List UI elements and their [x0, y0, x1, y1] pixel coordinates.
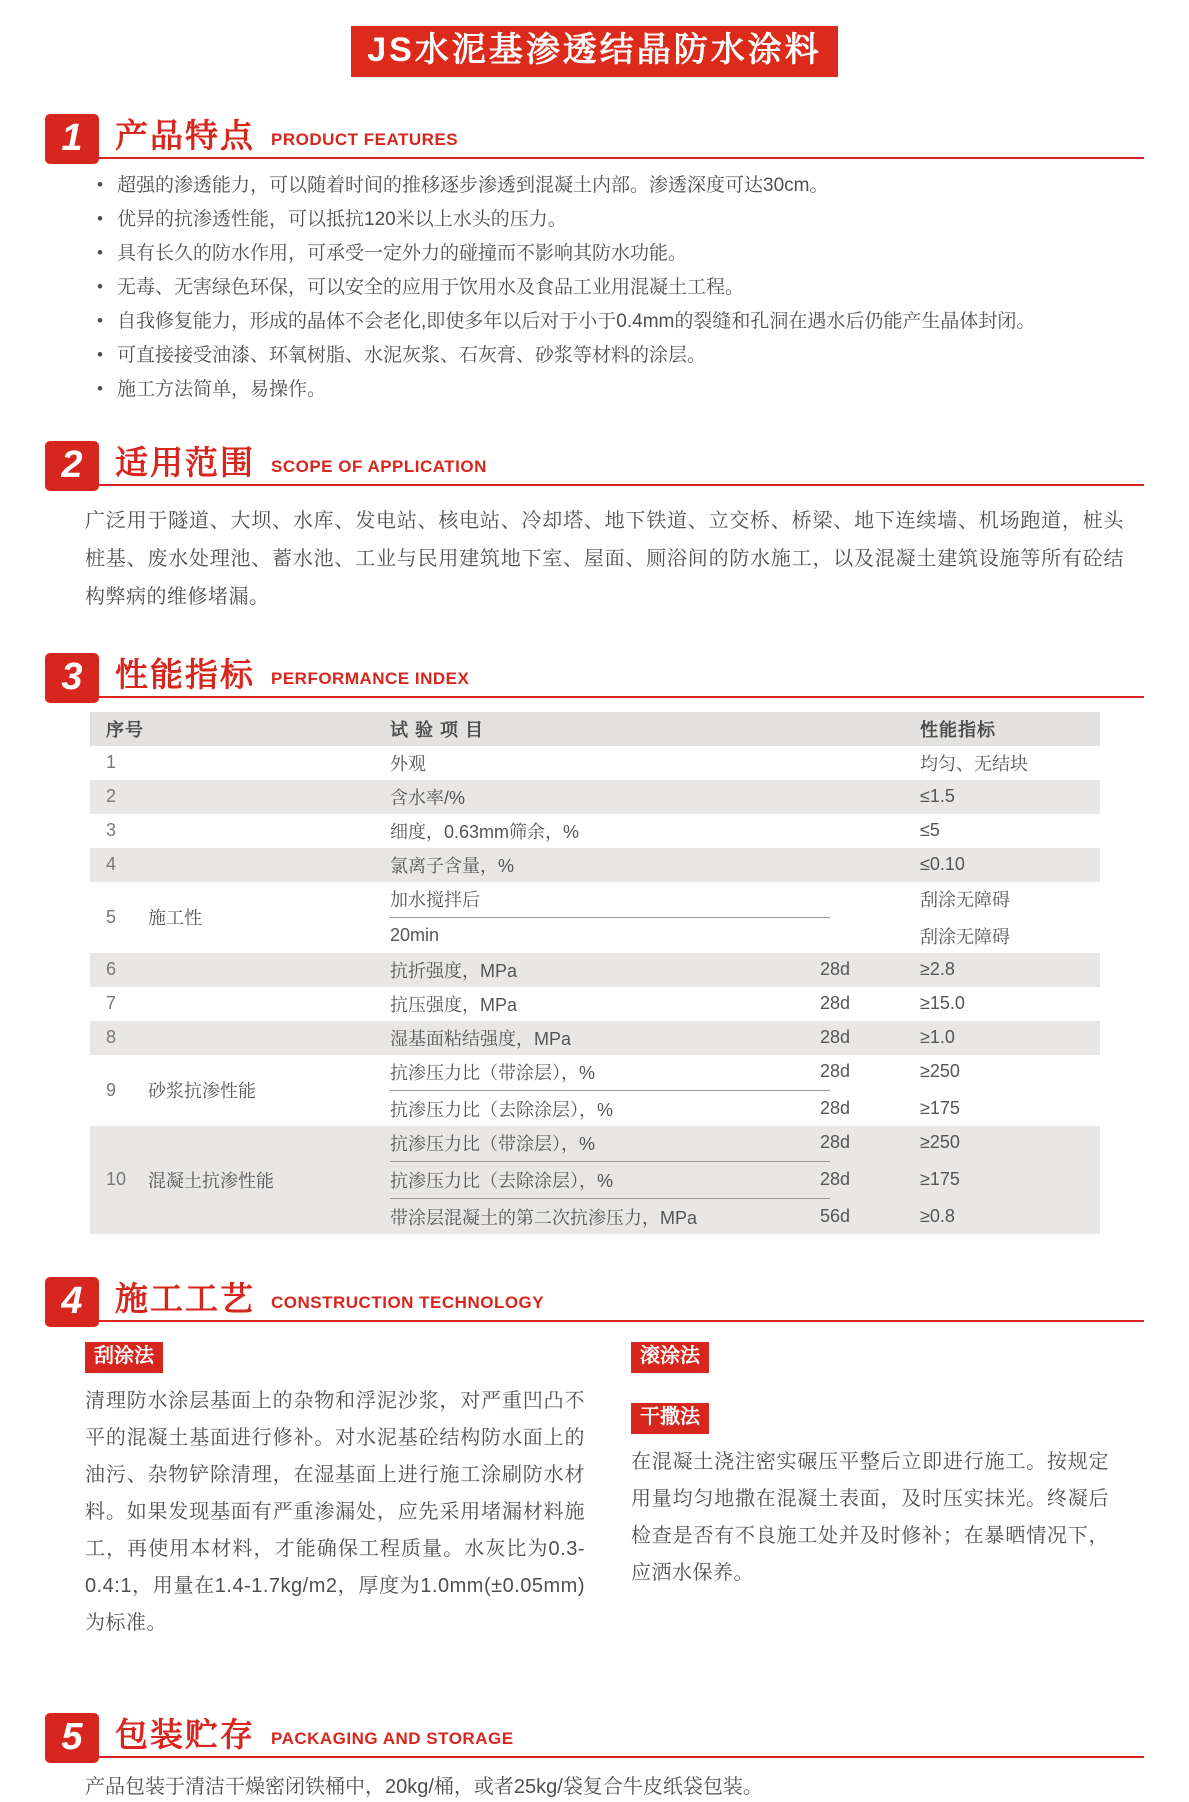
table-subrow: [390, 1092, 1100, 1126]
table-subrow: [390, 746, 1100, 780]
cell-index-value: ≤1.5: [920, 786, 955, 807]
cell-index-value: ≥175: [920, 1169, 960, 1190]
cell-index-value: ≤0.10: [920, 854, 965, 875]
cell-age: 28d: [820, 1027, 851, 1048]
cell-index-value: ≥0.8: [920, 1206, 955, 1227]
construction-col-1: [85, 1342, 585, 1672]
cell-group: [148, 848, 390, 882]
feature-item: • 超强的渗透能力，可以随着时间的推移逐步渗透到混凝土内部。渗透深度可达30cm。: [97, 173, 1144, 200]
row-items: [390, 953, 1100, 987]
section-header-performance: [45, 646, 1144, 698]
scope-text: 广泛用于隧道、大坝、水库、发电站、核电站、冷却塔、地下铁道、立交桥、桥梁、地下连续墙、机场跑道，桩头桩基、废水处理池、蓄水池、工业与民用建筑地下室、屋面、厕浴间的防水施工，以及混凝土建筑设施等所有砼结构弊病的维修堵漏。: [85, 509, 1124, 608]
cell-group: [148, 814, 390, 848]
table-row: [90, 953, 1100, 987]
table-header-row: [90, 712, 1100, 746]
performance-table: [90, 712, 1100, 1234]
row-items: [390, 814, 1100, 848]
cell-test-item: 20min: [390, 925, 440, 946]
cell-index-value: ≤5: [920, 820, 940, 841]
cell-index-value: ≥15.0: [920, 993, 965, 1014]
feature-item: • 可直接接受油漆、环氧树脂、水泥灰浆、石灰膏、砂浆等材料的涂层。: [97, 343, 1144, 370]
cell-seq: 6: [106, 959, 117, 980]
packaging-text: 产品包装于清洁干燥密闭铁桶中，20kg/桶，或者25kg/袋复合牛皮纸袋包装。: [85, 1775, 763, 1798]
table-subrow: [390, 1021, 1100, 1055]
cell-test-item: 氯离子含量，%: [390, 855, 515, 876]
cell-group: [148, 953, 390, 987]
feature-item: • 施工方法简单，易操作。: [97, 377, 1144, 404]
col-header-index: 性能指标: [920, 719, 996, 740]
cell-test-item: 带涂层混凝土的第二次抗渗压力，MPa: [390, 1207, 698, 1228]
section-header-scope: [45, 434, 1144, 486]
feature-item: • 自我修复能力，形成的晶体不会老化,即使多年以后对于小于0.4mm的裂缝和孔洞在遇水后仍能产生晶体封闭。: [97, 309, 1144, 336]
page-title-banner: JS水泥基渗透结晶防水涂料: [351, 26, 838, 77]
method-badge: 干撒法: [631, 1403, 709, 1434]
cell-test-item: 抗渗压力比（带涂层），%: [390, 1062, 596, 1083]
cell-age: 56d: [820, 1206, 851, 1227]
section-number: 3: [45, 653, 99, 703]
row-items: [390, 882, 1100, 953]
construction-col-2: [631, 1342, 1109, 1672]
cell-seq: 10: [106, 1169, 127, 1190]
cell-test-item: 湿基面粘结强度，MPa: [390, 1028, 572, 1049]
table-subrow: [390, 814, 1100, 848]
table-row: [90, 1126, 1100, 1234]
section-subtitle: SCOPE OF APPLICATION: [271, 456, 487, 476]
cell-group: 施工性: [148, 908, 202, 929]
cell-test-item: 抗渗压力比（带涂层），%: [390, 1133, 596, 1154]
section-subtitle: PACKAGING AND STORAGE: [271, 1728, 514, 1748]
cell-test-item: 含水率/%: [390, 787, 466, 808]
section-subtitle: PERFORMANCE INDEX: [271, 668, 470, 688]
method-badge: 刮涂法: [85, 1342, 163, 1373]
cell-age: 28d: [820, 1132, 851, 1153]
cell-group: 混凝土抗渗性能: [148, 1170, 274, 1191]
cell-group: [148, 746, 390, 780]
table-row: [90, 848, 1100, 882]
cell-index-value: 刮涂无障碍: [920, 889, 1010, 910]
feature-item: • 具有长久的防水作用，可承受一定外力的碰撞而不影响其防水功能。: [97, 241, 1144, 268]
feature-item: • 优异的抗渗透性能，可以抵抗120米以上水头的压力。: [97, 207, 1144, 234]
section-number: 5: [45, 1713, 99, 1763]
section-header-packaging: [45, 1706, 1144, 1758]
cell-seq: 3: [106, 820, 117, 841]
table-subrow: [390, 1126, 1100, 1160]
row-items: [390, 746, 1100, 780]
table-row: [90, 882, 1100, 953]
cell-test-item: 抗渗压力比（去除涂层），%: [390, 1170, 614, 1191]
cell-test-item: 抗折强度，MPa: [390, 960, 518, 981]
col-header-item: 试 验 项 目: [390, 719, 485, 740]
cell-index-value: ≥2.8: [920, 959, 955, 980]
section-header-features: [45, 107, 1144, 159]
row-items: [390, 848, 1100, 882]
cell-seq: 5: [106, 906, 117, 927]
table-row: [90, 814, 1100, 848]
cell-test-item: 细度，0.63mm筛余，%: [390, 821, 580, 842]
row-items: [390, 987, 1100, 1021]
row-divider: [390, 1198, 830, 1199]
section-title: 性能指标: [115, 655, 255, 693]
table-subrow: [390, 919, 1100, 953]
cell-age: 28d: [820, 1098, 851, 1119]
cell-test-item: 抗压强度，MPa: [390, 994, 518, 1015]
row-items: [390, 1126, 1100, 1234]
cell-seq: 4: [106, 854, 117, 875]
cell-index-value: 刮涂无障碍: [920, 926, 1010, 947]
method-block: [85, 1342, 585, 1642]
construction-columns: [85, 1342, 1144, 1672]
table-subrow: [390, 1055, 1100, 1089]
cell-age: 28d: [820, 1061, 851, 1082]
table-subrow: [390, 987, 1100, 1021]
feature-list: [97, 173, 1144, 404]
cell-seq: 8: [106, 1027, 117, 1048]
section-title: 适用范围: [115, 443, 255, 481]
method-block: [631, 1342, 1109, 1373]
cell-seq: 1: [106, 752, 117, 773]
method-badge: 滚涂法: [631, 1342, 709, 1373]
table-row: [90, 780, 1100, 814]
row-items: [390, 780, 1100, 814]
cell-test-item: 外观: [390, 753, 426, 774]
cell-age: 28d: [820, 1169, 851, 1190]
cell-index-value: ≥175: [920, 1098, 960, 1119]
section-header-construction: [45, 1270, 1144, 1322]
row-divider: [390, 917, 830, 918]
section-number: 4: [45, 1277, 99, 1327]
method-text: 在混凝土浇注密实碾压平整后立即进行施工。按规定用量均匀地撒在混凝土表面，及时压实抹光。终凝后检查是否有不良施工处并及时修补；在暴晒情况下，应洒水保养。: [631, 1450, 1109, 1584]
table-header-subrow: [390, 712, 1100, 746]
table-subrow: [390, 1163, 1100, 1197]
cell-seq: 7: [106, 993, 117, 1014]
cell-age: 28d: [820, 993, 851, 1014]
cell-test-item: 抗渗压力比（去除涂层），%: [390, 1099, 614, 1120]
table-subrow: [390, 780, 1100, 814]
feature-item: • 无毒、无害绿色环保，可以安全的应用于饮用水及食品工业用混凝土工程。: [97, 275, 1144, 302]
table-header-cells: [390, 712, 1100, 746]
table-row: [90, 1021, 1100, 1055]
section-number: 1: [45, 114, 99, 164]
method-block: [631, 1403, 1109, 1592]
table-subrow: [390, 1200, 1100, 1234]
section-title: 产品特点: [115, 116, 255, 154]
method-text: 清理防水涂层基面上的杂物和浮泥沙浆，对严重凹凸不平的混凝土基面进行修补。对水泥基砼结构防水面上的油污、杂物铲除清理，在湿基面上进行施工涂刷防水材料。如果发现基面有严重渗漏处，应先采用堵漏材料施工，再使用本材料，才能确保工程质量。水灰比为0.3-0.4:1，用量在1.4-1.7kg/m2，厚度为1.0mm(±0.05mm)为标准。: [85, 1389, 585, 1634]
cell-index-value: ≥250: [920, 1132, 960, 1153]
table-row: [90, 1055, 1100, 1126]
cell-index-value: ≥1.0: [920, 1027, 955, 1048]
cell-seq: 2: [106, 786, 117, 807]
cell-index-value: ≥250: [920, 1061, 960, 1082]
cell-test-item: 加水搅拌后: [390, 889, 480, 910]
row-items: [390, 1055, 1100, 1126]
section-subtitle: CONSTRUCTION TECHNOLOGY: [271, 1292, 545, 1312]
table-subrow: [390, 848, 1100, 882]
row-divider: [390, 1090, 830, 1091]
table-row: [90, 746, 1100, 780]
section-title: 包装贮存: [115, 1715, 255, 1753]
datasheet-page: [0, 26, 1189, 1802]
cell-group: [148, 1021, 390, 1055]
row-divider: [390, 1161, 830, 1162]
section-subtitle: PRODUCT FEATURES: [271, 129, 459, 149]
cell-group: [148, 987, 390, 1021]
col-header-group: [148, 712, 390, 746]
col-header-seq: 序号: [106, 719, 144, 740]
cell-group: [148, 780, 390, 814]
row-items: [390, 1021, 1100, 1055]
cell-group: 砂浆抗渗性能: [148, 1081, 256, 1102]
cell-seq: 9: [106, 1079, 117, 1100]
table-subrow: [390, 953, 1100, 987]
section-title: 施工工艺: [115, 1279, 255, 1317]
section-number: 2: [45, 441, 99, 491]
cell-age: 28d: [820, 959, 851, 980]
cell-index-value: 均匀、无结块: [920, 753, 1028, 774]
table-row: [90, 987, 1100, 1021]
table-subrow: [390, 882, 1100, 916]
